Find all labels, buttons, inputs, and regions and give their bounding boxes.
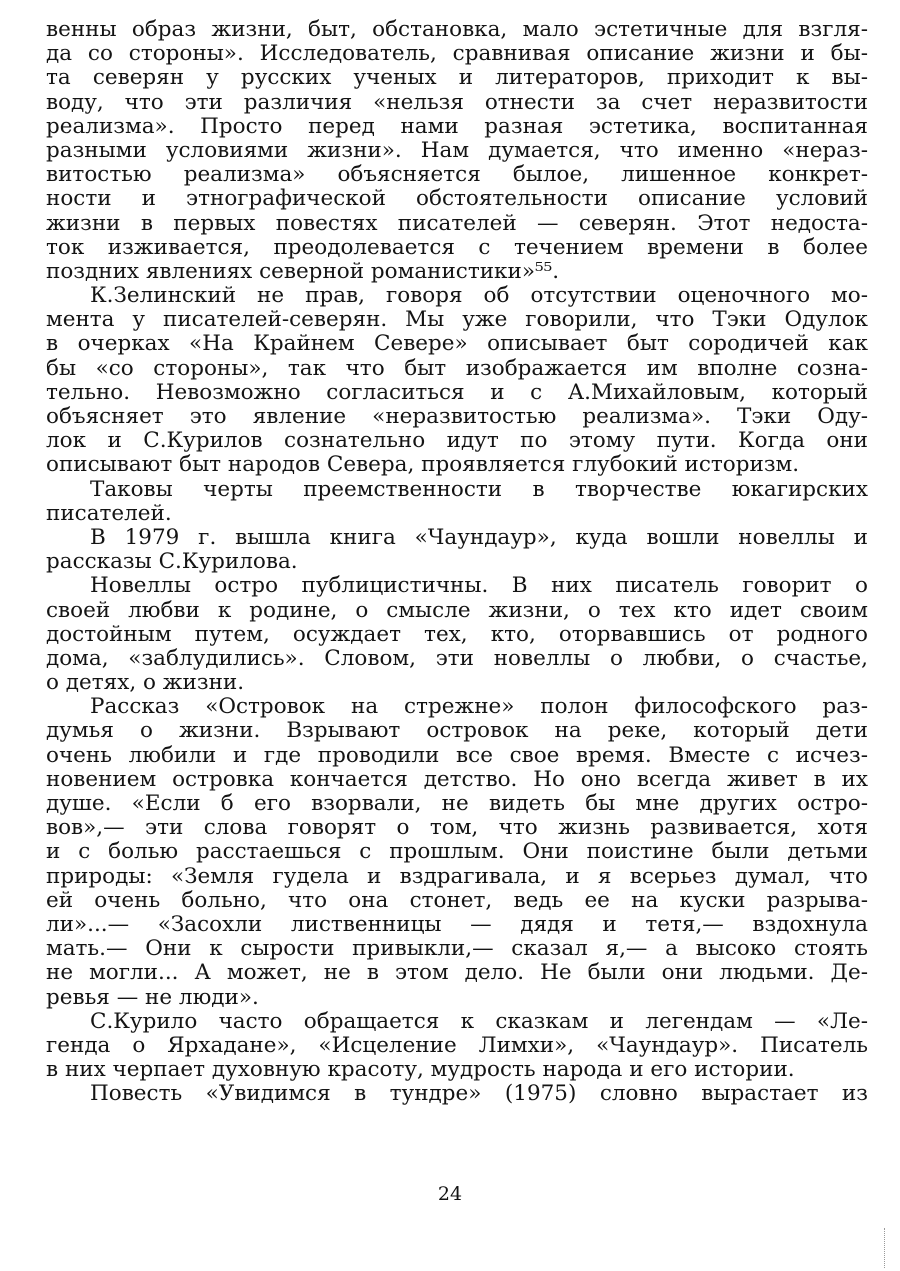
text-line: да со стороны». Исследователь, сравнивая описание жизни и бы- bbox=[46, 41, 868, 67]
text-line: дома, «заблудились». Словом, эти новеллы о любви, о счастье, bbox=[46, 645, 868, 671]
text-line: рассказы С.Курилова. bbox=[46, 549, 298, 575]
text-line: о детях, о жизни. bbox=[46, 670, 245, 696]
text-line: тельно. Невозможно согласиться и с А.Михайловым, который bbox=[46, 379, 868, 405]
text-line: К.Зелинский не прав, говоря об отсутствии оценочного мо- bbox=[90, 283, 868, 309]
text-line: в очерках «На Крайнем Севере» описывает быт сородичей как bbox=[46, 331, 868, 357]
body-text bbox=[46, 18, 868, 1106]
text-line: разными условиями жизни». Нам думается, что именно «нераз- bbox=[46, 137, 868, 163]
text-line: В 1979 г. вышла книга «Чаундаур», куда вошли новеллы и bbox=[90, 524, 868, 550]
text-line: и с болью расстаешься с прошлым. Они поистине были детьми bbox=[46, 839, 868, 865]
text-line: душе. «Если б его взорвали, не видеть бы мне других остро- bbox=[46, 791, 868, 816]
text-line: Таковы черты преемственности в творчестве юкагирских bbox=[90, 476, 868, 502]
paragraph bbox=[46, 18, 868, 284]
page-number: 24 bbox=[437, 1183, 463, 1205]
paragraph bbox=[46, 695, 868, 1009]
text-line: ли»...— «Засохли лиственницы — дядя и тетя,— вздохнула bbox=[46, 911, 868, 937]
text-line: жизни в первых повестях писателей — северян. Этот недоста- bbox=[46, 210, 868, 236]
text-line: мента у писателей-северян. Мы уже говорили, что Тэки Одулок bbox=[46, 307, 868, 333]
book-page bbox=[46, 18, 868, 1253]
paragraph bbox=[46, 574, 868, 695]
text-line: воду, что эти различия «нельзя отнести за счет неразвитости bbox=[46, 89, 868, 115]
text-line: поздних явлениях северной романистики»⁵⁵. bbox=[46, 258, 560, 284]
text-line: Повесть «Увидимся в тундре» (1975) словно вырастает из bbox=[90, 1081, 868, 1107]
paragraph bbox=[46, 478, 868, 526]
paragraph bbox=[46, 1010, 868, 1083]
text-line: в них черпает духовную красоту, мудрость народа и его истории. bbox=[46, 1057, 795, 1083]
scan-edge-marks bbox=[884, 1228, 888, 1268]
text-line: ности и этнографической обстоятельности описание условий bbox=[46, 186, 868, 212]
text-line: писателей. bbox=[46, 500, 172, 526]
text-line: генда о Ярхадане», «Исцеление Лимхи», «Чаундаур». Писатель bbox=[46, 1032, 868, 1058]
paragraph bbox=[46, 284, 868, 478]
text-line: С.Курило часто обращается к сказкам и легендам — «Ле- bbox=[90, 1008, 868, 1034]
text-line: описывают быт народов Севера, проявляется глубокий историзм. bbox=[46, 452, 800, 478]
text-line: не могли... А может, не в этом дело. Не были они людьми. Де- bbox=[46, 960, 868, 986]
text-line: мать.— Они к сырости привыкли,— сказал я,— а высоко стоять bbox=[46, 936, 868, 962]
text-line: достойным путем, осуждает тех, кто, оторвавшись от родного bbox=[46, 621, 868, 647]
paragraph bbox=[46, 526, 868, 574]
text-line: реализма». Просто перед нами разная эстетика, воспитанная bbox=[46, 113, 868, 139]
text-line: объясняет это явление «неразвитостью реализма». Тэки Оду- bbox=[46, 404, 868, 429]
text-line: бы «со стороны», так что быт изображается им вполне созна- bbox=[46, 355, 868, 381]
text-line: та северян у русских ученых и литераторов, приходит к вы- bbox=[46, 65, 868, 91]
text-line: витостью реализма» объясняется былое, лишенное конкрет- bbox=[46, 162, 868, 188]
text-line: венны образ жизни, быт, обстановка, мало эстетичные для взгля- bbox=[46, 17, 868, 42]
paragraph bbox=[46, 1082, 868, 1106]
text-line: вов»,— эти слова говорят о том, что жизнь развивается, хотя bbox=[46, 815, 868, 841]
text-line: новением островка кончается детство. Но оно всегда живет в их bbox=[46, 766, 868, 792]
text-line: Новеллы остро публицистичны. В них писатель говорит о bbox=[90, 573, 868, 599]
text-line: ревья — не люди». bbox=[46, 984, 259, 1010]
text-line: думья о жизни. Взрывают островок на реке, который дети bbox=[46, 718, 868, 744]
text-line: очень любили и где проводили все свое время. Вместе с исчез- bbox=[46, 742, 868, 768]
text-line: ей очень больно, что она стонет, ведь ее на куски разрыва- bbox=[46, 887, 868, 913]
text-line: лок и С.Курилов сознательно идут по этому пути. Когда они bbox=[46, 428, 868, 454]
text-line: своей любви к родине, о смысле жизни, о тех кто идет своим bbox=[46, 597, 868, 623]
text-line: природы: «Земля гудела и вздрагивала, и я всерьез думал, что bbox=[46, 863, 868, 889]
text-line: Рассказ «Островок на стрежне» полон философского раз- bbox=[90, 694, 868, 720]
text-line: ток изживается, преодолевается с течением времени в более bbox=[46, 234, 868, 260]
